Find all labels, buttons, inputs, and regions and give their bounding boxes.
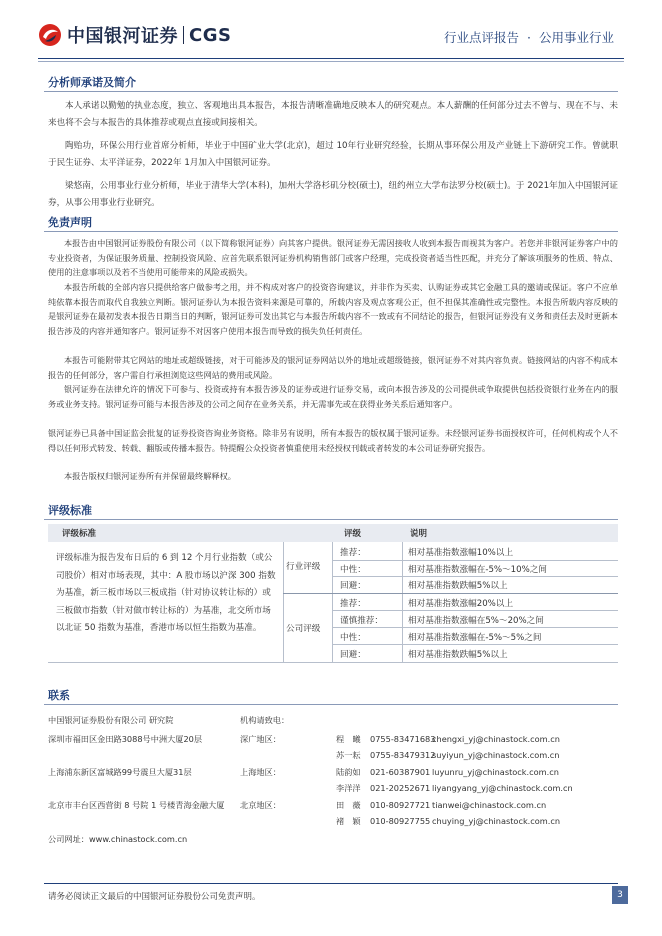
table-vline [283,542,284,662]
footer-disclaimer: 请务必阅读正文最后的中国银河证券股份公司免责声明。 [48,892,261,902]
table-hline [332,610,618,611]
section-divider [44,519,618,520]
region-label: 北京地区： [240,800,281,810]
table-bottom-rule [48,662,618,663]
rating-cell: 推荐： [340,599,366,609]
contact-email[interactable]: suyiyun_yj@chinastock.com.cn [432,750,560,760]
table-hline [332,644,618,645]
page-number: 3 [612,886,628,904]
disclaimer-paragraph: 银河证券已具备中国证监会批复的证券投资咨询业务资格。除非另有说明，所有本报告的版权属于银河证券。未经银河证券书面授权许可，任何机构或个人不得以任何形式转发、转载、翻版或传播本报告。特提醒公众投资者慎重使用未经授权刊载或者转发的本公司证券研究报告。 [48,428,618,453]
table-hline [283,593,618,594]
page-header [0,0,662,70]
rating-standard-text: 评级标准为报告发布日后的 6 到 12 个月行业指数（或公司股价）相对市场表现，其中：A 股市场以沪深 300 指数为基准，新三板市场以三板成指（针对协议转让标的）或三板做市指数（针对做市转让标的）为基准，北交所市场以北证 50 指数为基准，香港市场以恒生指数为基准。 [56,553,276,633]
contact-name: 苏一耘 [336,750,361,760]
rating-cell: 回避： [340,581,366,591]
rating-desc: 相对基准指数涨幅10%以上 [408,548,514,558]
col-standard-header: 评级标准 [62,529,97,539]
analyst-section-title: 分析师承诺及简介 [48,76,136,89]
analyst-commitment: 本人承诺以勤勉的执业态度，独立、客观地出具本报告，本报告清晰准确地反映本人的研究观点。本人薪酬的任何部分过去不曾与、现在不与、未来也将不会与本报告的具体推荐或观点直接或间接相关。 [48,101,618,128]
analyst-bio-liang: 梁悠南，公用事业行业分析师，毕业于清华大学(本科)，加州大学洛杉矶分校(硕士)，纽约州立大学布法罗分校(硕士)。于 2021年加入中国银河证券，从事公用事业行业研究。 [48,181,618,208]
rating-desc: 相对基准指数跌幅5%以上 [408,650,508,660]
research-institute: 中国银河证券股份有限公司 研究院 [48,715,174,725]
office-address: 北京市丰台区西营街 8 号院 1 号楼青海金融大厦 [48,800,225,810]
contact-name: 田 薇 [336,800,361,810]
contact-phone: 021-60387901 [370,767,431,777]
region-label: 上海地区： [240,767,281,777]
contact-name: 李洋洋 [336,783,361,793]
section-divider [44,704,618,705]
company-rating-label: 公司评级 [286,624,321,634]
header-separator: · [527,30,531,45]
rating-cell: 回避： [340,650,366,660]
contact-name: 程 曦 [336,734,361,744]
rating-cell: 谨慎推荐： [340,616,383,626]
disclaimer-paragraph: 本报告所载的全部内容只提供给客户做参考之用，并不构成对客户的投资咨询建议，并非作为买卖、认购证券或其它金融工具的邀请或保证。客户不应单纯依靠本报告而取代自我独立判断。银河证券认为本报告资料来源是可靠的，所载内容及观点客观公正，但不担保其准确性或完整性。本报告所载内容反映的是银河证券在最初发表本报告日期当日的判断，银河证券可发出其它与本报告所载内容不一致或有不同结论的报告，但银河证券没有义务和责任去及时更新本报告涉及的内容并通知客户。银河证券不对因客户使用本报告而导致的损失负任何责任。 [48,282,618,336]
contact-phone: 0755-83471683 [370,734,436,744]
contact-name: 陆韵如 [336,767,361,777]
rating-desc: 相对基准指数涨幅在-5%～5%之间 [408,633,542,643]
contact-email[interactable]: chengxi_yj@chinastock.com.cn [432,734,560,744]
report-type: 行业点评报告 [444,30,520,45]
logo-icon [38,23,62,47]
contact-phone: 010-80927755 [370,816,431,826]
disclaimer-section-title: 免责声明 [48,216,92,229]
disclaimer-paragraph: 本报告可能附带其它网站的地址或超级链接，对于可能涉及的银河证券网站以外的地址或超级链接，银河证券不对其内容负责。链接网站的内容不构成本报告的任何部分，客户需自行承担浏览这些网站的费用或风险。 [48,355,618,380]
rating-desc: 相对基准指数涨幅在-5%～10%之间 [408,565,547,575]
table-hline [332,576,618,577]
rating-cell: 推荐： [340,548,366,558]
contact-section-title: 联系 [48,689,70,702]
disclaimer-paragraph: 银河证券在法律允许的情况下可参与、投资或持有本报告涉及的证券或进行证券交易，或向本报告涉及的公司提供或争取提供包括投资银行业务在内的服务或业务支持。银河证券可能与本报告涉及的公司之间存在业务关系，并无需事先或在获得业务关系后通知客户。 [48,384,618,409]
contact-phone: 0755-83479312 [370,750,436,760]
contact-email[interactable]: liyangyang_yj@chinastock.com.cn [432,783,573,793]
company-logo [38,22,231,48]
contact-email[interactable]: luyunru_yj@chinastock.com.cn [432,767,559,777]
contact-email[interactable]: tianwei@chinastock.com.cn [432,800,547,810]
report-category [444,28,614,46]
logo-divider [183,26,184,44]
industry-name: 公用事业行业 [538,30,614,45]
rating-cell: 中性： [340,633,366,643]
contact-name: 褚 颖 [336,816,361,826]
logo-text-en: CGS [189,24,232,46]
institution-label: 机构请致电： [240,715,290,725]
rating-cell: 中性： [340,565,366,575]
logo-text-cn: 中国银河证券 [67,26,178,47]
rating-table-header [48,524,618,542]
section-divider [44,91,618,92]
region-label: 深广地区： [240,734,281,744]
contact-phone: 021-20252671 [370,783,431,793]
header-rule [38,58,624,59]
office-address: 深圳市福田区金田路3088号中洲大厦20层 [48,734,203,744]
disclaimer-paragraph: 本报告由中国银河证券股份有限公司（以下简称银河证券）向其客户提供。银河证券无需因接收人收到本报告而视其为客户。若您并非银河证券客户中的专业投资者，为保证服务质量、控制投资风险、应首先联系银河证券机构销售部门或客户经理，完成投资者适当性匹配，并充分了解该项服务的性质、特点、使用的注意事项以及若不当使用可能带来的风险或损失。 [48,238,618,277]
office-address: 上海浦东新区富城路99号震旦大厦31层 [48,767,192,777]
analyst-bio-tao: 陶贻功，环保公用行业首席分析师，毕业于中国矿业大学(北京)，超过 10年行业研究经验，长期从事环保公用及产业链上下游研究工作。曾就职于民生证券、太平洋证券，2022年 1月加入中国银河证券。 [48,141,618,168]
disclaimer-paragraph: 本报告版权归银河证券所有并保留最终解释权。 [64,471,236,481]
section-divider [44,231,618,232]
footer-rule [44,883,618,884]
table-hline [332,627,618,628]
company-website[interactable]: 公司网址：www.chinastock.com.cn [48,834,188,844]
rating-section-title: 评级标准 [48,504,92,517]
contact-email[interactable]: chuying_yj@chinastock.com.cn [432,816,561,826]
rating-desc: 相对基准指数涨幅在5%～20%之间 [408,616,544,626]
rating-desc: 相对基准指数涨幅20%以上 [408,599,514,609]
col-desc-header: 说明 [410,529,428,539]
header-rule-thin [38,61,624,62]
rating-desc: 相对基准指数跌幅5%以上 [408,581,508,591]
contact-phone: 010-80927721 [370,800,431,810]
industry-rating-label: 行业评级 [286,562,321,572]
table-hline [332,560,618,561]
col-rating-header: 评级 [344,529,362,539]
